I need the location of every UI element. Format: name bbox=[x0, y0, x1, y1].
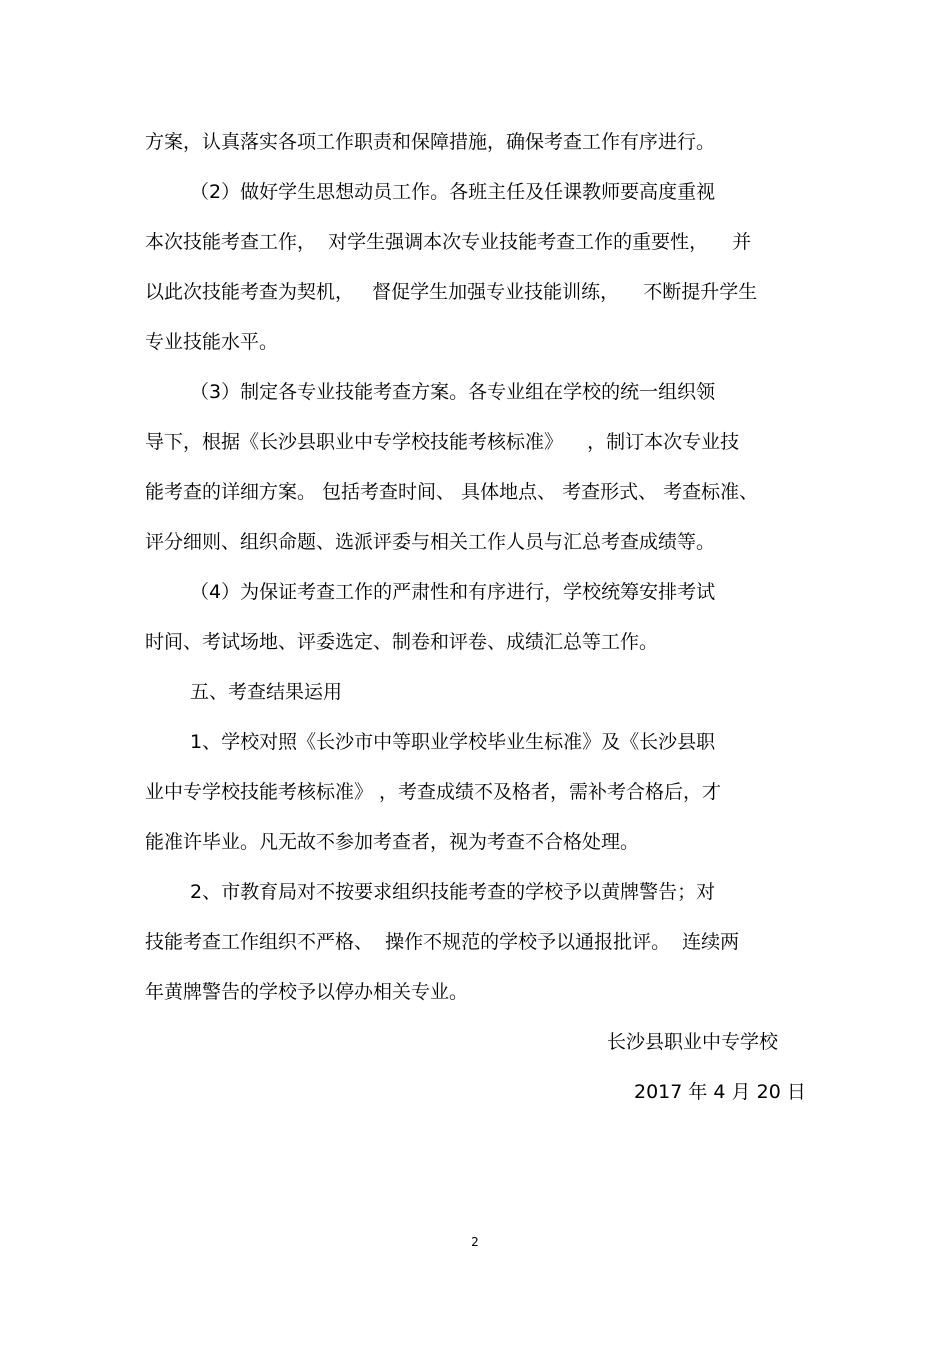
signature-organization: 长沙县职业中专学校 bbox=[607, 1031, 779, 1053]
paragraph-line: 导下，根据《长沙县职业中专学校技能考核标准》 ，制订本次专业技 bbox=[145, 431, 740, 453]
signature-date: 2017 年 4 月 20 日 bbox=[634, 1081, 806, 1103]
paragraph-line: 业中专学校技能考核标准》 ，考查成绩不及格者，需补考合格后，才 bbox=[145, 781, 722, 803]
paragraph-line: 以此次技能考查为契机， 督促学生加强专业技能训练， 不断提升学生 bbox=[145, 281, 758, 303]
paragraph-line: 技能考查工作组织不严格、 操作不规范的学校予以通报批评。 连续两 bbox=[145, 931, 740, 953]
paragraph-line: 本次技能考查工作， 对学生强调本次专业技能考查工作的重要性， 并 bbox=[145, 231, 752, 253]
paragraph-line: （4）为保证考查工作的严肃性和有序进行，学校统筹安排考试 bbox=[190, 581, 716, 603]
paragraph-line: 能准许毕业。凡无故不参加考查者，视为考查不合格处理。 bbox=[145, 831, 640, 853]
paragraph-line: 2、市教育局对不按要求组织技能考查的学校予以黄牌警告；对 bbox=[190, 881, 716, 903]
paragraph-line: 1、学校对照《长沙市中等职业学校毕业生标准》及《长沙县职 bbox=[190, 731, 716, 753]
page-number: 2 bbox=[471, 1235, 479, 1249]
paragraph-line: 能考查的详细方案。 包括考查时间、 具体地点、 考查形式、 考查标准、 bbox=[145, 481, 759, 503]
paragraph-line: 时间、考试场地、评委选定、制卷和评卷、成绩汇总等工作。 bbox=[145, 631, 659, 653]
paragraph-line: 方案，认真落实各项工作职责和保障措施，确保考查工作有序进行。 bbox=[145, 131, 716, 153]
paragraph-line: 专业技能水平。 bbox=[145, 331, 279, 353]
paragraph-line: 年黄牌警告的学校予以停办相关专业。 bbox=[145, 981, 469, 1003]
paragraph-line: 评分细则、组织命题、选派评委与相关工作人员与汇总考查成绩等。 bbox=[145, 531, 716, 553]
paragraph-line: （2）做好学生思想动员工作。各班主任及任课教师要高度重视 bbox=[190, 181, 716, 203]
section-heading: 五、考查结果运用 bbox=[190, 681, 343, 703]
paragraph-line: （3）制定各专业技能考查方案。各专业组在学校的统一组织领 bbox=[190, 381, 716, 403]
